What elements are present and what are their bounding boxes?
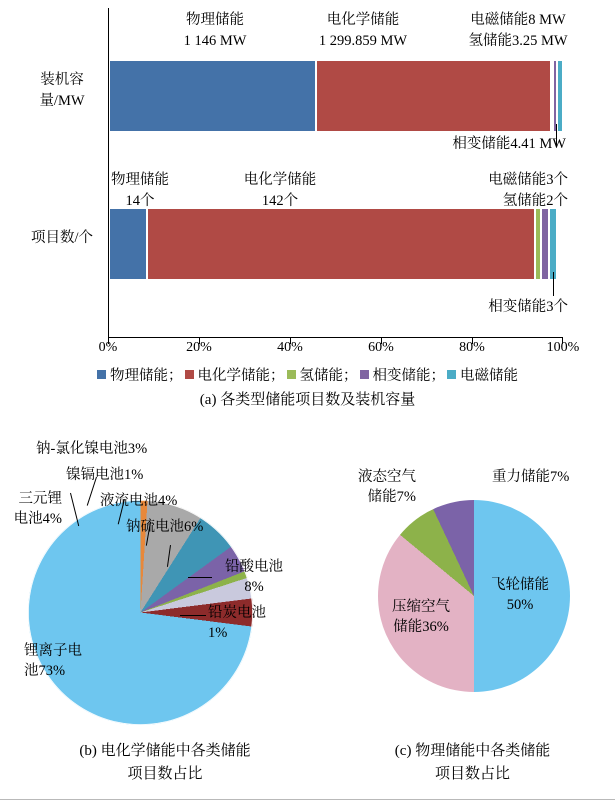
label-line: 50% (506, 597, 534, 614)
label-gravity-storage (492, 467, 569, 487)
legend-item-electrochemical (185, 364, 285, 385)
label-flow-battery (100, 491, 177, 511)
annotation-line: 142个 (261, 192, 299, 209)
xtick-label: 0% (98, 340, 118, 355)
annotation-capacity-electromagnetic-hydrogen (438, 10, 598, 51)
label-nmc-battery (0, 489, 62, 530)
legend-item-physical (97, 364, 183, 385)
xtick-label: 80% (459, 340, 485, 355)
label-sodium-sulfur-battery (126, 517, 203, 537)
legend-item-phasechange (360, 364, 446, 385)
annotation-capacity-physical (150, 10, 280, 51)
xtick-label: 100% (546, 340, 580, 355)
bar-segment-electromagnetic (549, 208, 557, 280)
caption-a: (a) 各类型储能项目数及装机容量 (199, 392, 416, 408)
label-line: 镍镉电池1% (66, 467, 144, 483)
label-line: 钠-氯化镍电池3% (36, 441, 148, 457)
label-line: 8% (244, 579, 264, 596)
label-nicd-battery (66, 465, 143, 485)
label-line: 储能7% (367, 489, 416, 506)
legend-item-electromagnetic (447, 364, 518, 385)
label-line: 三元锂 (18, 491, 62, 507)
leader-line (556, 124, 557, 146)
legend-swatch-icon (97, 370, 106, 379)
caption-line: 项目数占比 (127, 765, 203, 782)
label-line: 1% (208, 625, 228, 642)
legend-label: 电磁储能 (460, 368, 518, 384)
axis-label-capacity-text: 装机容量/MW (39, 72, 85, 110)
annotation-count-electrochemical (215, 170, 345, 211)
annotation-line: 电磁储能3个 (488, 172, 568, 188)
leader-line (180, 615, 206, 616)
bar-segment-phasechange (541, 208, 549, 280)
bar-segment-physical (109, 208, 147, 280)
legend-label: 物理储能； (110, 368, 183, 384)
xtick-label: 60% (368, 340, 394, 355)
caption-line: 项目数占比 (434, 765, 510, 782)
annotation-line: 氢储能3.25 MW (468, 32, 568, 49)
legend-label: 相变储能； (372, 368, 445, 384)
annotation-line: 1 146 MW (183, 32, 247, 49)
label-line: 池73% (24, 663, 66, 680)
annotation-line: 氢储能2个 (502, 192, 568, 209)
bar-segment-electrochemical (316, 60, 551, 132)
panel-b-pie-electrochemical (0, 415, 330, 800)
annotation-count-electromagnetic-hydrogen (428, 170, 568, 211)
x-axis-ticks (98, 340, 580, 360)
leader-line (188, 577, 212, 578)
legend-item-hydrogen (287, 364, 358, 385)
label-lithium-ion-battery (24, 641, 120, 682)
label-flywheel-storage (480, 575, 560, 616)
label-liquid-air-storage (330, 467, 416, 508)
label-line: 重力储能7% (492, 469, 570, 485)
axis-label-count (20, 228, 104, 249)
label-line: 铅酸电池 (225, 559, 283, 575)
annotation-line: 电磁储能8 MW (470, 12, 566, 28)
label-line: 锂离子电 (24, 643, 82, 659)
annotation-count-physical (85, 170, 195, 211)
label-line: 飞轮储能 (491, 577, 549, 593)
label-zebra-battery (36, 439, 147, 459)
legend-swatch-icon (185, 370, 194, 379)
leader-line (553, 272, 554, 296)
legend-label: 电化学储能； (197, 368, 285, 384)
legend-label: 氢储能； (299, 368, 358, 384)
label-line: 铅炭电池 (208, 605, 266, 621)
caption-b (0, 740, 330, 785)
label-line: 液流电池4% (100, 493, 178, 509)
annotation-capacity-electrochemical (288, 10, 438, 51)
legend-swatch-icon (360, 370, 369, 379)
legend-a (0, 364, 615, 385)
label-line: 储能36% (393, 619, 449, 636)
bar-count (109, 208, 563, 280)
annotation-line: 相变储能4.41 MW (452, 136, 566, 152)
annotation-line: 物理储能 (111, 172, 169, 188)
legend-swatch-icon (287, 370, 296, 379)
annotation-line: 14个 (125, 192, 155, 209)
axis-label-count-text: 项目数/个 (30, 230, 94, 246)
panel-c-pie-physical (330, 415, 615, 800)
caption-line: (b) 电化学储能中各类储能 (79, 743, 251, 759)
annotation-line: 1 299.859 MW (318, 32, 408, 49)
annotation-line: 电化学储能 (326, 12, 400, 28)
label-lead-acid-battery (212, 557, 296, 598)
bar-capacity (109, 60, 563, 132)
annotation-capacity-phasechange (398, 134, 566, 155)
caption-c (330, 740, 615, 785)
bar-segment-electrochemical (147, 208, 535, 280)
xtick-label: 40% (277, 340, 303, 355)
annotation-count-phasechange (420, 297, 568, 318)
label-line: 液态空气 (358, 469, 416, 485)
label-line: 压缩空气 (392, 599, 450, 615)
legend-swatch-icon (447, 370, 456, 379)
annotation-line: 电化学储能 (243, 172, 317, 188)
label-lead-carbon-battery (208, 603, 298, 644)
annotation-line: 相变储能3个 (488, 299, 568, 315)
label-compressed-air-storage (378, 597, 464, 638)
axis-label-capacity (20, 70, 104, 112)
label-line: 电池4% (13, 511, 62, 528)
bar-segment-electromagnetic (557, 60, 563, 132)
label-line: 钠硫电池6% (126, 519, 204, 535)
annotation-line: 物理储能 (186, 12, 244, 28)
caption-line: (c) 物理储能中各类储能 (394, 743, 551, 759)
xtick-label: 20% (186, 340, 212, 355)
bar-segment-physical (109, 60, 316, 132)
